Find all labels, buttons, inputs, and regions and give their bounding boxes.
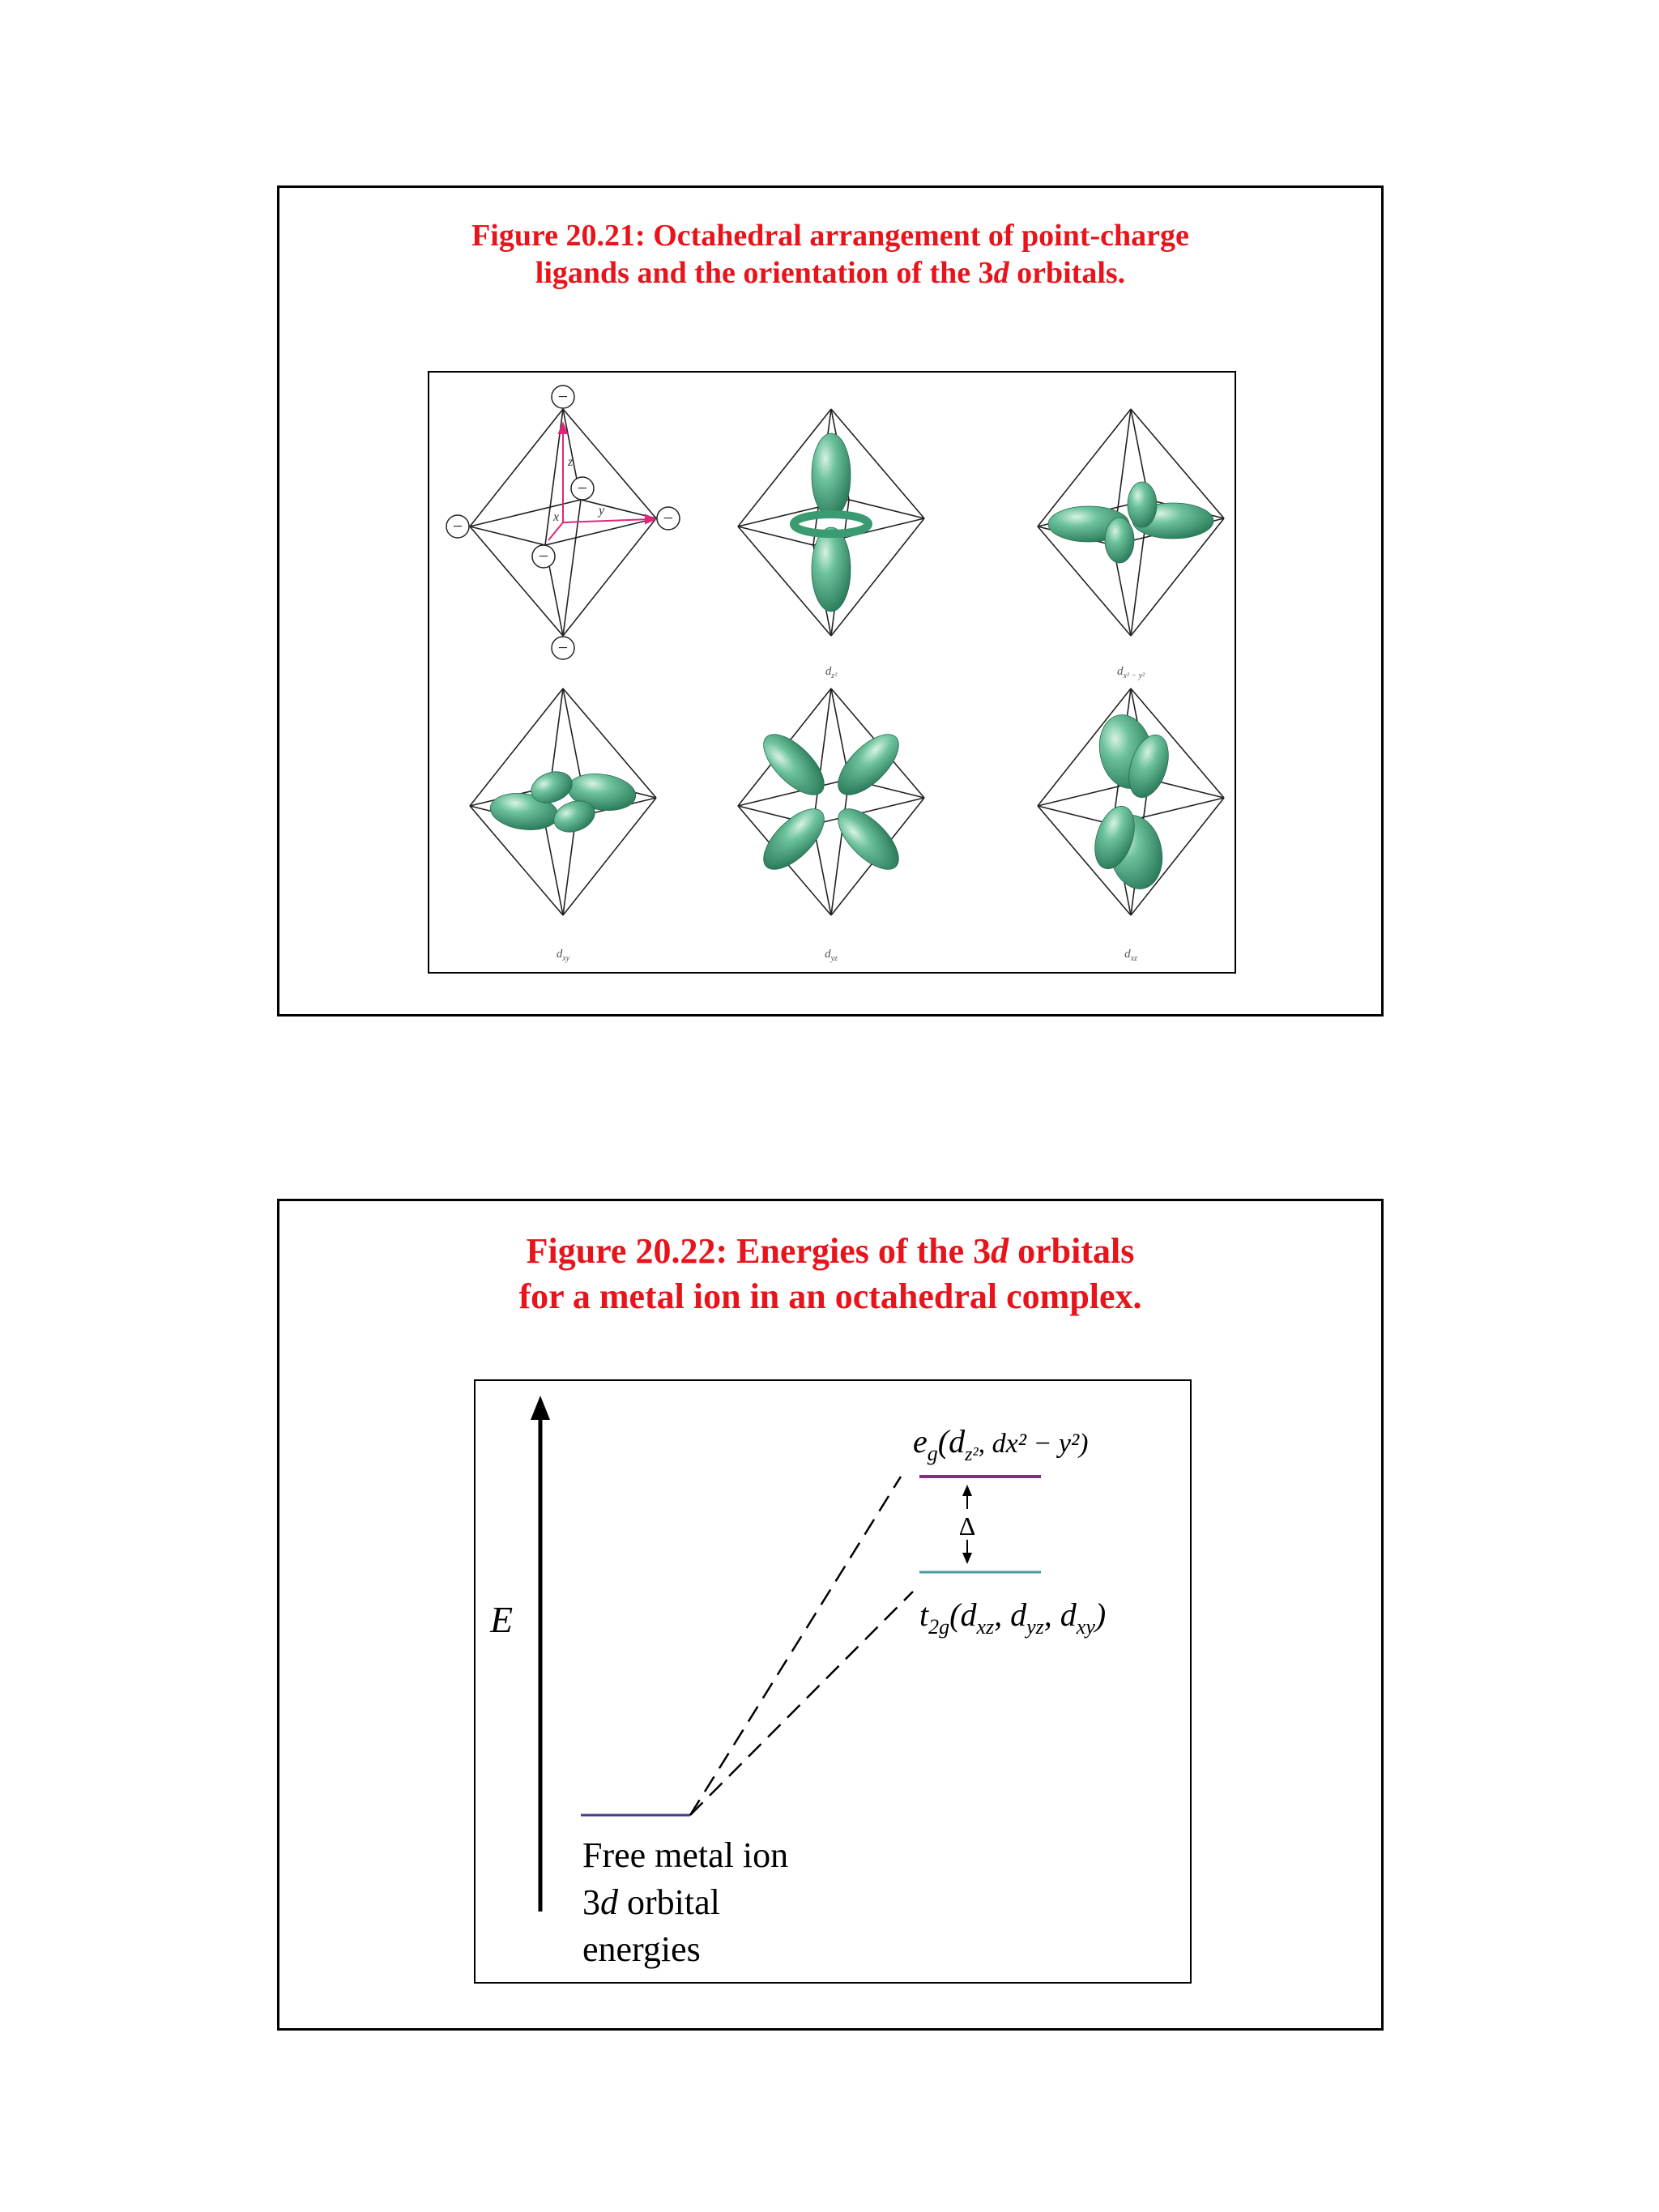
free-ion-line-1: Free metal ion	[582, 1835, 789, 1875]
t2g-label: $t_{2g}(d_{xz}$, $d_{yz}$, $d_{xy}$)	[919, 1596, 1107, 1639]
ligand-charge-bottom: −	[557, 637, 569, 658]
correlation-dashed-lines	[690, 1477, 913, 1815]
free-ion-line-2: 3d orbital	[582, 1882, 720, 1922]
panel-dxz-orbital	[1038, 688, 1224, 963]
label-dx2-y2: $d_{x^2 - y^2}$	[1116, 665, 1145, 680]
caption-line-2: ligands and the orientation of the 3d orbitals.	[535, 256, 1126, 290]
crystal-field-splitting-diagram	[474, 1379, 1192, 1984]
panel-dxy-orbital	[470, 688, 656, 963]
orbital-orientation-figure	[428, 371, 1236, 974]
slide-figure-20-21	[277, 185, 1384, 1016]
label-dz2: $d_{z^2}$	[825, 665, 838, 680]
label-dxy: $d_{xy}$	[556, 948, 570, 963]
energy-axis-label: E	[490, 1599, 514, 1640]
panel-octahedral-ligands	[446, 386, 680, 659]
panel-dyz-orbital	[738, 688, 924, 963]
ligand-charge-right: −	[663, 508, 674, 528]
panel-dx2-y2-orbital	[1038, 409, 1224, 680]
caption-line-2: for a metal ion in an octahedral complex.	[518, 1276, 1142, 1316]
figure-20-21-caption	[279, 217, 1381, 292]
figure-20-22-caption	[279, 1229, 1381, 1319]
delta-symbol: Δ	[958, 1511, 976, 1541]
ligand-charge-front: −	[538, 546, 549, 566]
caption-line-1: Figure 20.22: Energies of the 3d orbitals	[526, 1231, 1135, 1271]
free-ion-line-3: energies	[582, 1929, 701, 1969]
axis-label-y: y	[599, 504, 605, 518]
ligand-charge-back: −	[577, 478, 588, 498]
axis-label-x: x	[553, 510, 560, 524]
eg-label: $e_g(d_{z^2}^{, dx^2 - y^2)}$	[913, 1423, 1089, 1465]
ligand-charge-left: −	[452, 516, 463, 536]
axis-label-z: z	[568, 455, 574, 469]
free-ion-caption	[582, 1835, 788, 1969]
orbital-panels-svg	[429, 373, 1235, 972]
label-dyz: $d_{yz}$	[825, 948, 838, 963]
panel-dz2-orbital	[738, 409, 924, 680]
caption-line-1: Figure 20.21: Octahedral arrangement of point-charge	[471, 219, 1189, 253]
ligand-charge-top: −	[557, 386, 569, 407]
energy-diagram-svg	[476, 1381, 1190, 1982]
energy-axis-arrow	[531, 1396, 550, 1912]
label-dxz: $d_{xz}$	[1124, 948, 1137, 963]
slide-figure-20-22	[277, 1199, 1384, 2031]
